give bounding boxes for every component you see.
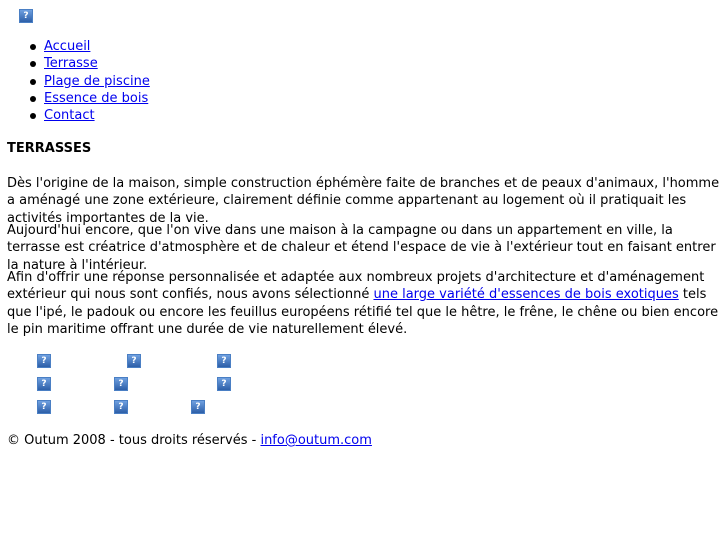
nav-link-terrasse[interactable]: Terrasse — [44, 56, 98, 72]
gallery-thumbnail-icon[interactable]: ? — [191, 400, 205, 414]
gallery-thumbnail-icon[interactable]: ? — [114, 377, 128, 391]
nav-item-essence-de-bois — [7, 90, 150, 107]
contact-email-link[interactable]: info@outum.com — [260, 433, 372, 448]
main-navigation — [7, 38, 150, 124]
gallery-thumbnail-icon[interactable]: ? — [37, 354, 51, 368]
gallery-thumbnail-icon[interactable]: ? — [37, 377, 51, 391]
gallery-thumbnail-icon[interactable]: ? — [127, 354, 141, 368]
nav-item-plage-de-piscine — [7, 73, 150, 90]
gallery-thumbnail-icon[interactable]: ? — [217, 354, 231, 368]
intro-paragraph: Dès l'origine de la maison, simple construction éphémère faite de branches et de peaux d'animaux, l'homme a aménagé une zone extérieure, clairement définie comme appartenant au logement où il pratiquait les activités importantes de la vie. — [7, 176, 720, 226]
nav-link-plage-de-piscine[interactable]: Plage de piscine — [44, 73, 150, 89]
paragraph-text-before-link: Afin d'offrir une réponse personnalisée et adaptée aux nombreux projets d'architecture et d'aménagement extérieur qui nous sont confiés, nous avons sélectionné — [7, 270, 705, 303]
nav-link-contact[interactable]: Contact — [44, 108, 95, 124]
footer — [7, 432, 372, 449]
wood-essences-link[interactable]: une large variété d'essences de bois exotiques — [373, 287, 679, 303]
nav-item-contact — [7, 107, 150, 124]
nav-link-essence-de-bois[interactable]: Essence de bois — [44, 90, 149, 106]
gallery-row — [7, 354, 721, 368]
gallery-thumbnail-icon[interactable]: ? — [217, 377, 231, 391]
nav-item-accueil — [7, 38, 150, 55]
page-title: TERRASSES — [7, 141, 92, 156]
gallery-thumbnail-icon[interactable]: ? — [114, 400, 128, 414]
logo-image-icon: ? — [19, 9, 33, 23]
copyright-text: © Outum 2008 - tous droits réservés - — [7, 433, 261, 448]
gallery-thumbnail-icon[interactable]: ? — [37, 400, 51, 414]
paragraph-text-after-link: tels que l'ipé, le padouk ou encore les feuillus européens rétifié tel que le hêtre, le frêne, le chêne ou bien encore le pin maritime offrant une durée de vie naturellement élevé. — [7, 287, 719, 337]
gallery-row — [7, 377, 721, 391]
gallery-row — [7, 400, 721, 414]
nav-item-terrasse — [7, 55, 150, 72]
atmosphere-paragraph: Aujourd'hui encore, que l'on vive dans une maison à la campagne ou dans un appartement en ville, la terrasse est créatrice d'atmosphère et de chaleur et étend l'espace de vie à l'extérieur tout en faisant entrer la nature à l'intérieur. — [7, 223, 716, 273]
nav-link-accueil[interactable]: Accueil — [44, 39, 91, 54]
wood-selection-paragraph — [7, 269, 721, 338]
